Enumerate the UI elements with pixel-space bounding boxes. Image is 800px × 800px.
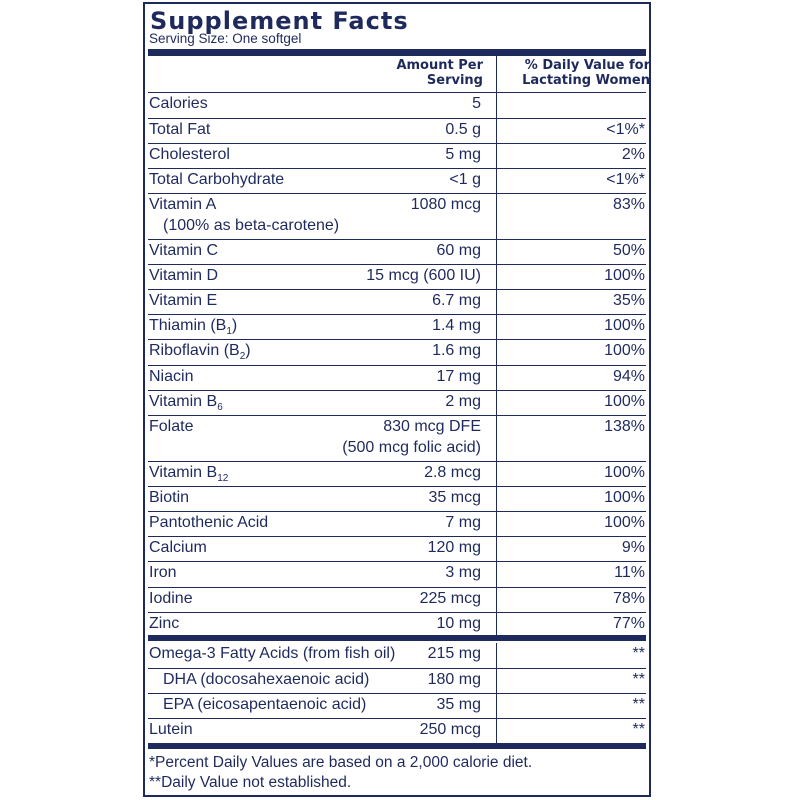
nutrient-name: Total Fat	[149, 121, 211, 138]
top-divider	[148, 49, 646, 56]
nutrient-amount: 15 mcg (600 IU)	[366, 267, 481, 284]
column-divider	[496, 290, 497, 315]
column-divider	[496, 240, 497, 265]
header-daily-value	[495, 58, 650, 88]
nutrient-daily-value: 11%	[614, 564, 645, 581]
nutrient-amount: 2.8 mcg	[424, 464, 481, 481]
nutrient-name: Riboflavin $(B_2)$	[149, 342, 251, 363]
column-divider	[496, 391, 497, 416]
other-ingredient-amount: 215 mg	[427, 645, 481, 662]
column-divider	[496, 119, 497, 144]
column-divider	[496, 669, 497, 694]
nutrient-amount: 5 mg	[445, 146, 481, 163]
nutrient-daily-value: 100%	[604, 342, 645, 359]
nutrient-amount: 0.5 g	[445, 121, 481, 138]
nutrient-name: Biotin	[149, 489, 190, 506]
nutrient-daily-value: 100%	[604, 514, 645, 531]
nutrient-row	[148, 461, 646, 487]
other-ingredient-row	[148, 718, 646, 743]
header-column-divider	[496, 56, 497, 92]
nutrient-name: Vitamin E	[149, 292, 218, 309]
nutrient-name: Total Carbohydrate	[149, 171, 285, 188]
header-dv-text: % Daily Value for Lactating Women	[522, 58, 650, 88]
nutrient-row	[148, 587, 646, 613]
nutrient-row	[148, 143, 646, 169]
nutrient-row	[148, 118, 646, 144]
other-ingredient-name: DHA (docosahexaenoic acid)	[163, 671, 370, 688]
nutrient-name: Vitamin $B_{12}$	[149, 464, 229, 485]
footnote-not-established: **Daily Value not established.	[149, 774, 352, 791]
nutrient-amount: 120 mg	[427, 539, 481, 556]
other-ingredient-name: Omega-3 Fatty Acids (from fish oil)	[149, 645, 396, 662]
nutrient-daily-value: <1%*	[606, 121, 645, 138]
nutrient-name: Vitamin C	[149, 242, 219, 259]
nutrient-amount: 1.6 mg	[432, 342, 481, 359]
other-ingredient-daily-value: **	[632, 696, 645, 713]
column-divider	[496, 265, 497, 290]
nutrient-row	[148, 536, 646, 562]
nutrient-amount: 1.4 mg	[432, 317, 481, 334]
nutrient-row	[148, 415, 646, 462]
nutrient-daily-value: 78%	[612, 590, 645, 607]
other-ingredient-row	[148, 668, 646, 694]
nutrient-row	[148, 92, 646, 119]
nutrient-name: Pantothenic Acid	[149, 514, 269, 531]
column-divider	[496, 719, 497, 743]
other-ingredient-name: EPA (eicosapentaenoic acid)	[163, 696, 367, 713]
nutrient-name: Iron	[149, 564, 177, 581]
footnote-percent: *Percent Daily Values are based on a 2,000 calorie diet.	[149, 754, 533, 771]
nutrient-row	[148, 339, 646, 366]
column-divider	[496, 487, 497, 512]
nutrient-name: Cholesterol	[149, 146, 230, 163]
nutrient-row	[148, 239, 646, 265]
nutrient-row	[148, 264, 646, 290]
column-divider	[496, 194, 497, 240]
nutrient-amount: 60 mg	[436, 242, 481, 259]
nutrient-daily-value: 2%	[621, 146, 645, 163]
column-divider	[496, 366, 497, 391]
nutrient-daily-value: 50%	[612, 242, 645, 259]
nutrient-daily-value: 9%	[621, 539, 645, 556]
other-ingredient-row	[148, 693, 646, 719]
nutrient-amount: 225 mcg	[419, 590, 481, 607]
nutrient-name: Niacin	[149, 368, 194, 385]
column-divider	[496, 315, 497, 340]
other-ingredient-amount: 180 mg	[427, 671, 481, 688]
column-divider	[496, 144, 497, 169]
nutrient-name: Folate	[149, 418, 194, 435]
nutrient-name: Zinc	[149, 615, 180, 632]
other-ingredient-daily-value: **	[632, 671, 645, 688]
column-divider	[496, 643, 497, 668]
nutrient-row	[148, 511, 646, 537]
column-divider	[496, 169, 497, 194]
nutrient-daily-value: 100%	[604, 267, 645, 284]
nutrient-amount: 3 mg	[445, 564, 481, 581]
column-divider	[496, 562, 497, 588]
nutrient-row	[148, 314, 646, 340]
nutrient-amount: <1 g	[449, 171, 481, 188]
supplement-facts-panel	[143, 2, 651, 797]
other-ingredient-name: Lutein	[149, 721, 193, 738]
column-divider	[496, 416, 497, 462]
column-divider	[496, 93, 497, 119]
other-ingredient-amount: 250 mcg	[419, 721, 481, 738]
nutrient-daily-value: 138%	[604, 418, 645, 435]
column-divider	[496, 694, 497, 719]
column-divider	[496, 462, 497, 487]
other-ingredient-daily-value: **	[632, 645, 645, 662]
nutrient-row	[148, 168, 646, 194]
column-divider	[496, 340, 497, 366]
nutrient-row	[148, 289, 646, 315]
other-ingredient-amount: 35 mg	[436, 696, 481, 713]
nutrient-daily-value: 100%	[604, 464, 645, 481]
nutrient-amount: 35 mcg	[428, 489, 481, 506]
nutrient-name: Vitamin D	[149, 267, 219, 284]
nutrient-row	[148, 561, 646, 588]
nutrient-row	[148, 193, 646, 240]
nutrient-name: Thiamin $(B_1)$	[149, 317, 238, 338]
nutrient-amount: 2 mg	[445, 393, 481, 410]
column-divider	[496, 537, 497, 562]
nutrient-daily-value: 35%	[612, 292, 645, 309]
nutrient-daily-value: 100%	[604, 317, 645, 334]
nutrient-amount: 7 mg	[445, 514, 481, 531]
nutrient-amount: 10 mg	[436, 615, 481, 632]
column-divider	[496, 588, 497, 613]
column-divider	[496, 613, 497, 636]
nutrient-amount: 6.7 mg	[432, 292, 481, 309]
other-ingredient-row	[148, 643, 646, 668]
other-ingredient-daily-value: **	[632, 721, 645, 738]
panel-title: Supplement Facts	[150, 7, 409, 35]
nutrient-amount: 1080 mcg	[410, 196, 481, 213]
nutrient-name: Calories	[149, 95, 208, 112]
nutrient-daily-value: 77%	[612, 615, 645, 632]
header-amount-text: Amount Per Serving	[396, 58, 483, 88]
nutrient-row	[148, 390, 646, 416]
nutrient-row	[148, 365, 646, 391]
nutrient-row	[148, 612, 646, 636]
nutrient-row	[148, 486, 646, 512]
nutrient-amount: 17 mg	[436, 368, 481, 385]
nutrient-daily-value: 100%	[604, 489, 645, 506]
nutrient-daily-value: <1%*	[606, 171, 645, 188]
column-divider	[496, 512, 497, 537]
nutrient-name: Iodine	[149, 590, 193, 607]
nutrient-daily-value: 94%	[612, 368, 645, 385]
nutrient-daily-value: 83%	[612, 196, 645, 213]
nutrient-amount: 5	[472, 95, 481, 112]
nutrient-amount: 830 mcg DFE (500 mcg folic acid)	[342, 418, 481, 456]
middle-divider	[148, 635, 646, 641]
nutrient-name: Calcium	[149, 539, 207, 556]
nutrient-name: Vitamin $B_6$	[149, 393, 223, 414]
header-amount-per-serving	[345, 58, 483, 88]
nutrient-name: Vitamin A (100% as beta-carotene)	[149, 196, 340, 234]
nutrient-daily-value: 100%	[604, 393, 645, 410]
bottom-divider	[148, 743, 646, 749]
serving-size: Serving Size: One softgel	[149, 31, 302, 46]
